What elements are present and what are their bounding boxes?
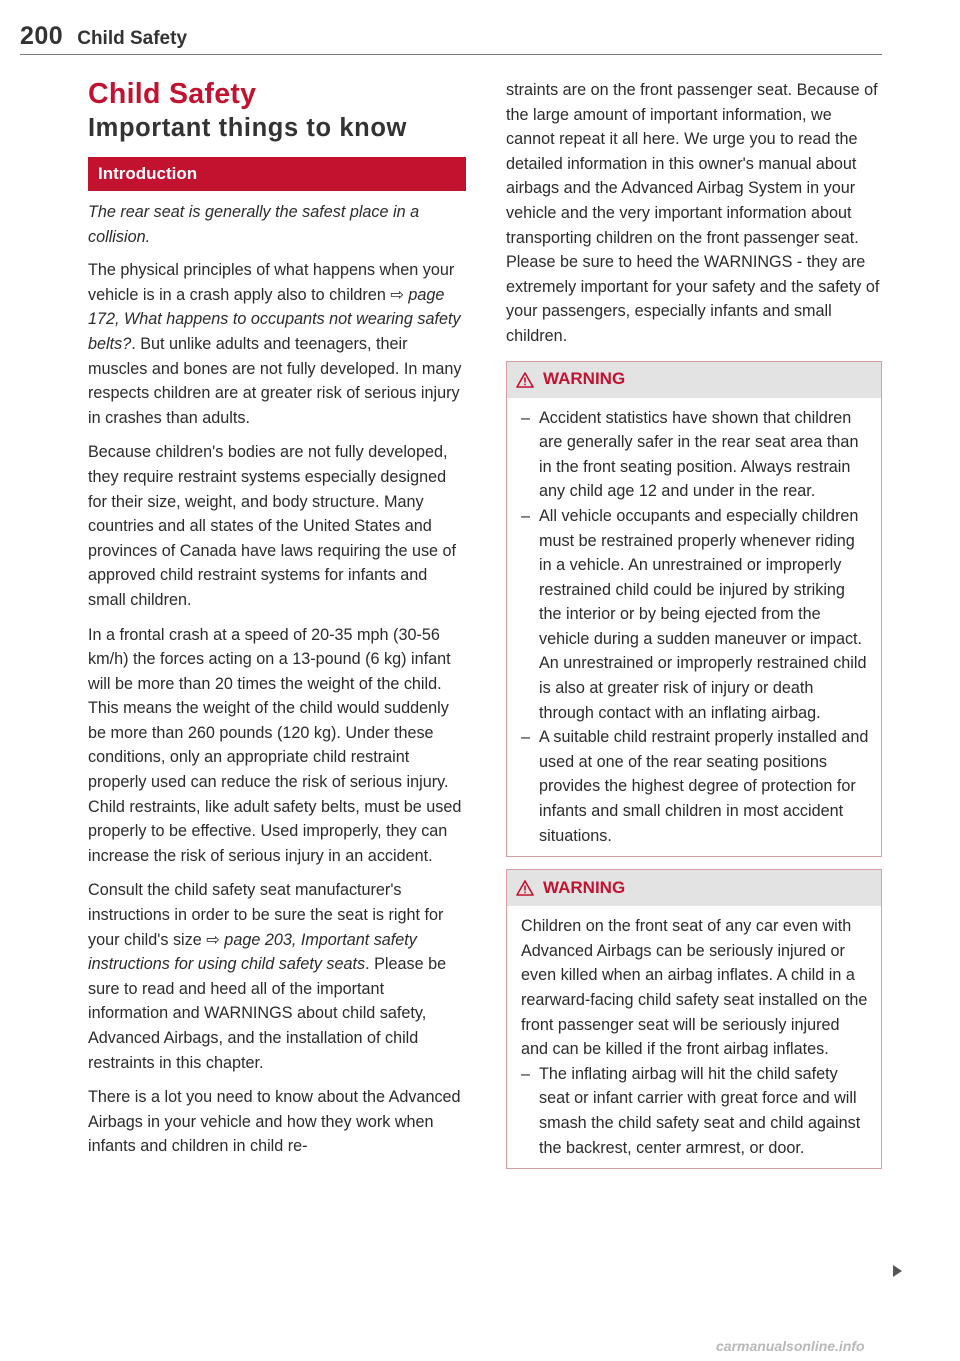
paragraph-frontal-crash: In a frontal crash at a speed of 20-35 mph (30-56 km/h) the forces acting on a 13-pound (6 kg) infant will be more than 20 times the weight of the child. This means the weight of the child would suddenly be more than 260 pounds (120 kg). Under these conditions, only an appropriate child restraint properly used can reduce the risk of serious injury. Child restraints, like adult safety belts, must be used properly to be effective. Used improperly, they can increase the risk of serious injury in an accident. [88, 625, 462, 865]
paragraph-front-passenger: straints are on the front passenger seat. Because of the large amount of important information, we cannot repeat it all here. We urge you to read the detailed information in this owner's manual about airbags and the Advanced Airbag System in your vehicle and the very important information about transporting children on the front passenger seat. Please be sure to heed the WARNINGS - they are extremely important for your safety and the safety of your passengers, especially infants and small children. [506, 81, 880, 345]
text: . Please be sure to read and heed all of the important information and WARNINGS about child safety, Advanced Airbags, and the installation of child restraints in this chapter. [88, 955, 447, 1072]
paragraph-physical-principles [88, 258, 466, 430]
section-title: Important things to know [88, 114, 407, 142]
watermark: carmanualsonline.info [716, 1338, 865, 1354]
page-reference-link[interactable]: ⇨ page 172, What happens to occupants not wearing safety belts? [88, 285, 461, 353]
page-reference-link[interactable]: ⇨ page 203, Important safety instructions for using child safety seats [88, 930, 417, 974]
warning-header [507, 362, 881, 398]
text: Consult the child safety seat manufacturer's instructions in order to be sure the seat is right for your child's size [88, 881, 444, 949]
right-column [506, 78, 882, 1181]
paragraph-advanced-airbags: There is a lot you need to know about the Advanced Airbags in your vehicle and how they work when infants and children in child re- [88, 1088, 461, 1156]
warning-label: WARNING [543, 877, 626, 897]
warning-item: – The inflating airbag will hit the child safety seat or infant carrier with great force and will smash the child safety seat and child against the backrest, center armrest, or door. [521, 1062, 871, 1160]
warning-triangle-icon [516, 372, 534, 388]
paragraph-restraint-systems: Because children's bodies are not fully developed, they require restraint systems especially designed for their size, weight, and body structure. Many countries and all states of the United States and provinces of Canada have laws requiring the use of approved child restraint systems for infants and small children. [88, 443, 457, 609]
warning-header [507, 870, 881, 906]
chapter-title: Child Safety [88, 78, 257, 110]
warning-item: – A suitable child restraint properly installed and used at one of the rear seating positions provides the highest degree of protection for infants and small children in most accident situations. [521, 725, 871, 848]
warning-body [507, 398, 881, 857]
left-column [88, 78, 466, 1169]
page-header [20, 22, 882, 55]
warning-item: – All vehicle occupants and especially children must be restrained properly whenever riding in a vehicle. An unrestrained or improperly restrained child could be injured by striking the interior or by being ejected from the vehicle during a sudden maneuver or impact. An unrestrained or improperly restrained child is also at greater risk of injury or death through contact with an inflating airbag. [521, 504, 871, 725]
warning-box-1 [506, 361, 882, 858]
section-header-introduction: Introduction [88, 157, 466, 191]
page-number: 200 [20, 22, 64, 50]
continue-arrow-icon [893, 1265, 902, 1277]
running-title: Child Safety [77, 28, 188, 49]
paragraph-consult-manufacturer [88, 878, 466, 1075]
text: The physical principles of what happens when your vehicle is in a crash apply also to children [88, 261, 455, 304]
warning-text: Children on the front seat of any car even with Advanced Airbags can be seriously injured or even killed when an airbag inflates. A child in a rearward-facing child safety seat installed on the front passenger seat will be seriously injured and can be killed if the front airbag inflates. [521, 917, 868, 1059]
warning-body [507, 906, 881, 1168]
warning-box-2 [506, 869, 882, 1169]
warning-label: WARNING [543, 369, 626, 389]
warning-item: – Accident statistics have shown that children are generally safer in the rear seat area than in the front seating position. Always restrain any child age 12 and under in the rear. [521, 406, 871, 504]
warning-triangle-icon [516, 880, 534, 896]
warning-list [521, 406, 871, 849]
text: . But unlike adults and teenagers, their muscles and bones are not fully developed. In many respects children are at greater risk of serious injury in crashes than adults. [88, 334, 462, 427]
warning-list [521, 1062, 871, 1160]
lead-paragraph: The rear seat is generally the safest place in a collision. [88, 203, 420, 246]
